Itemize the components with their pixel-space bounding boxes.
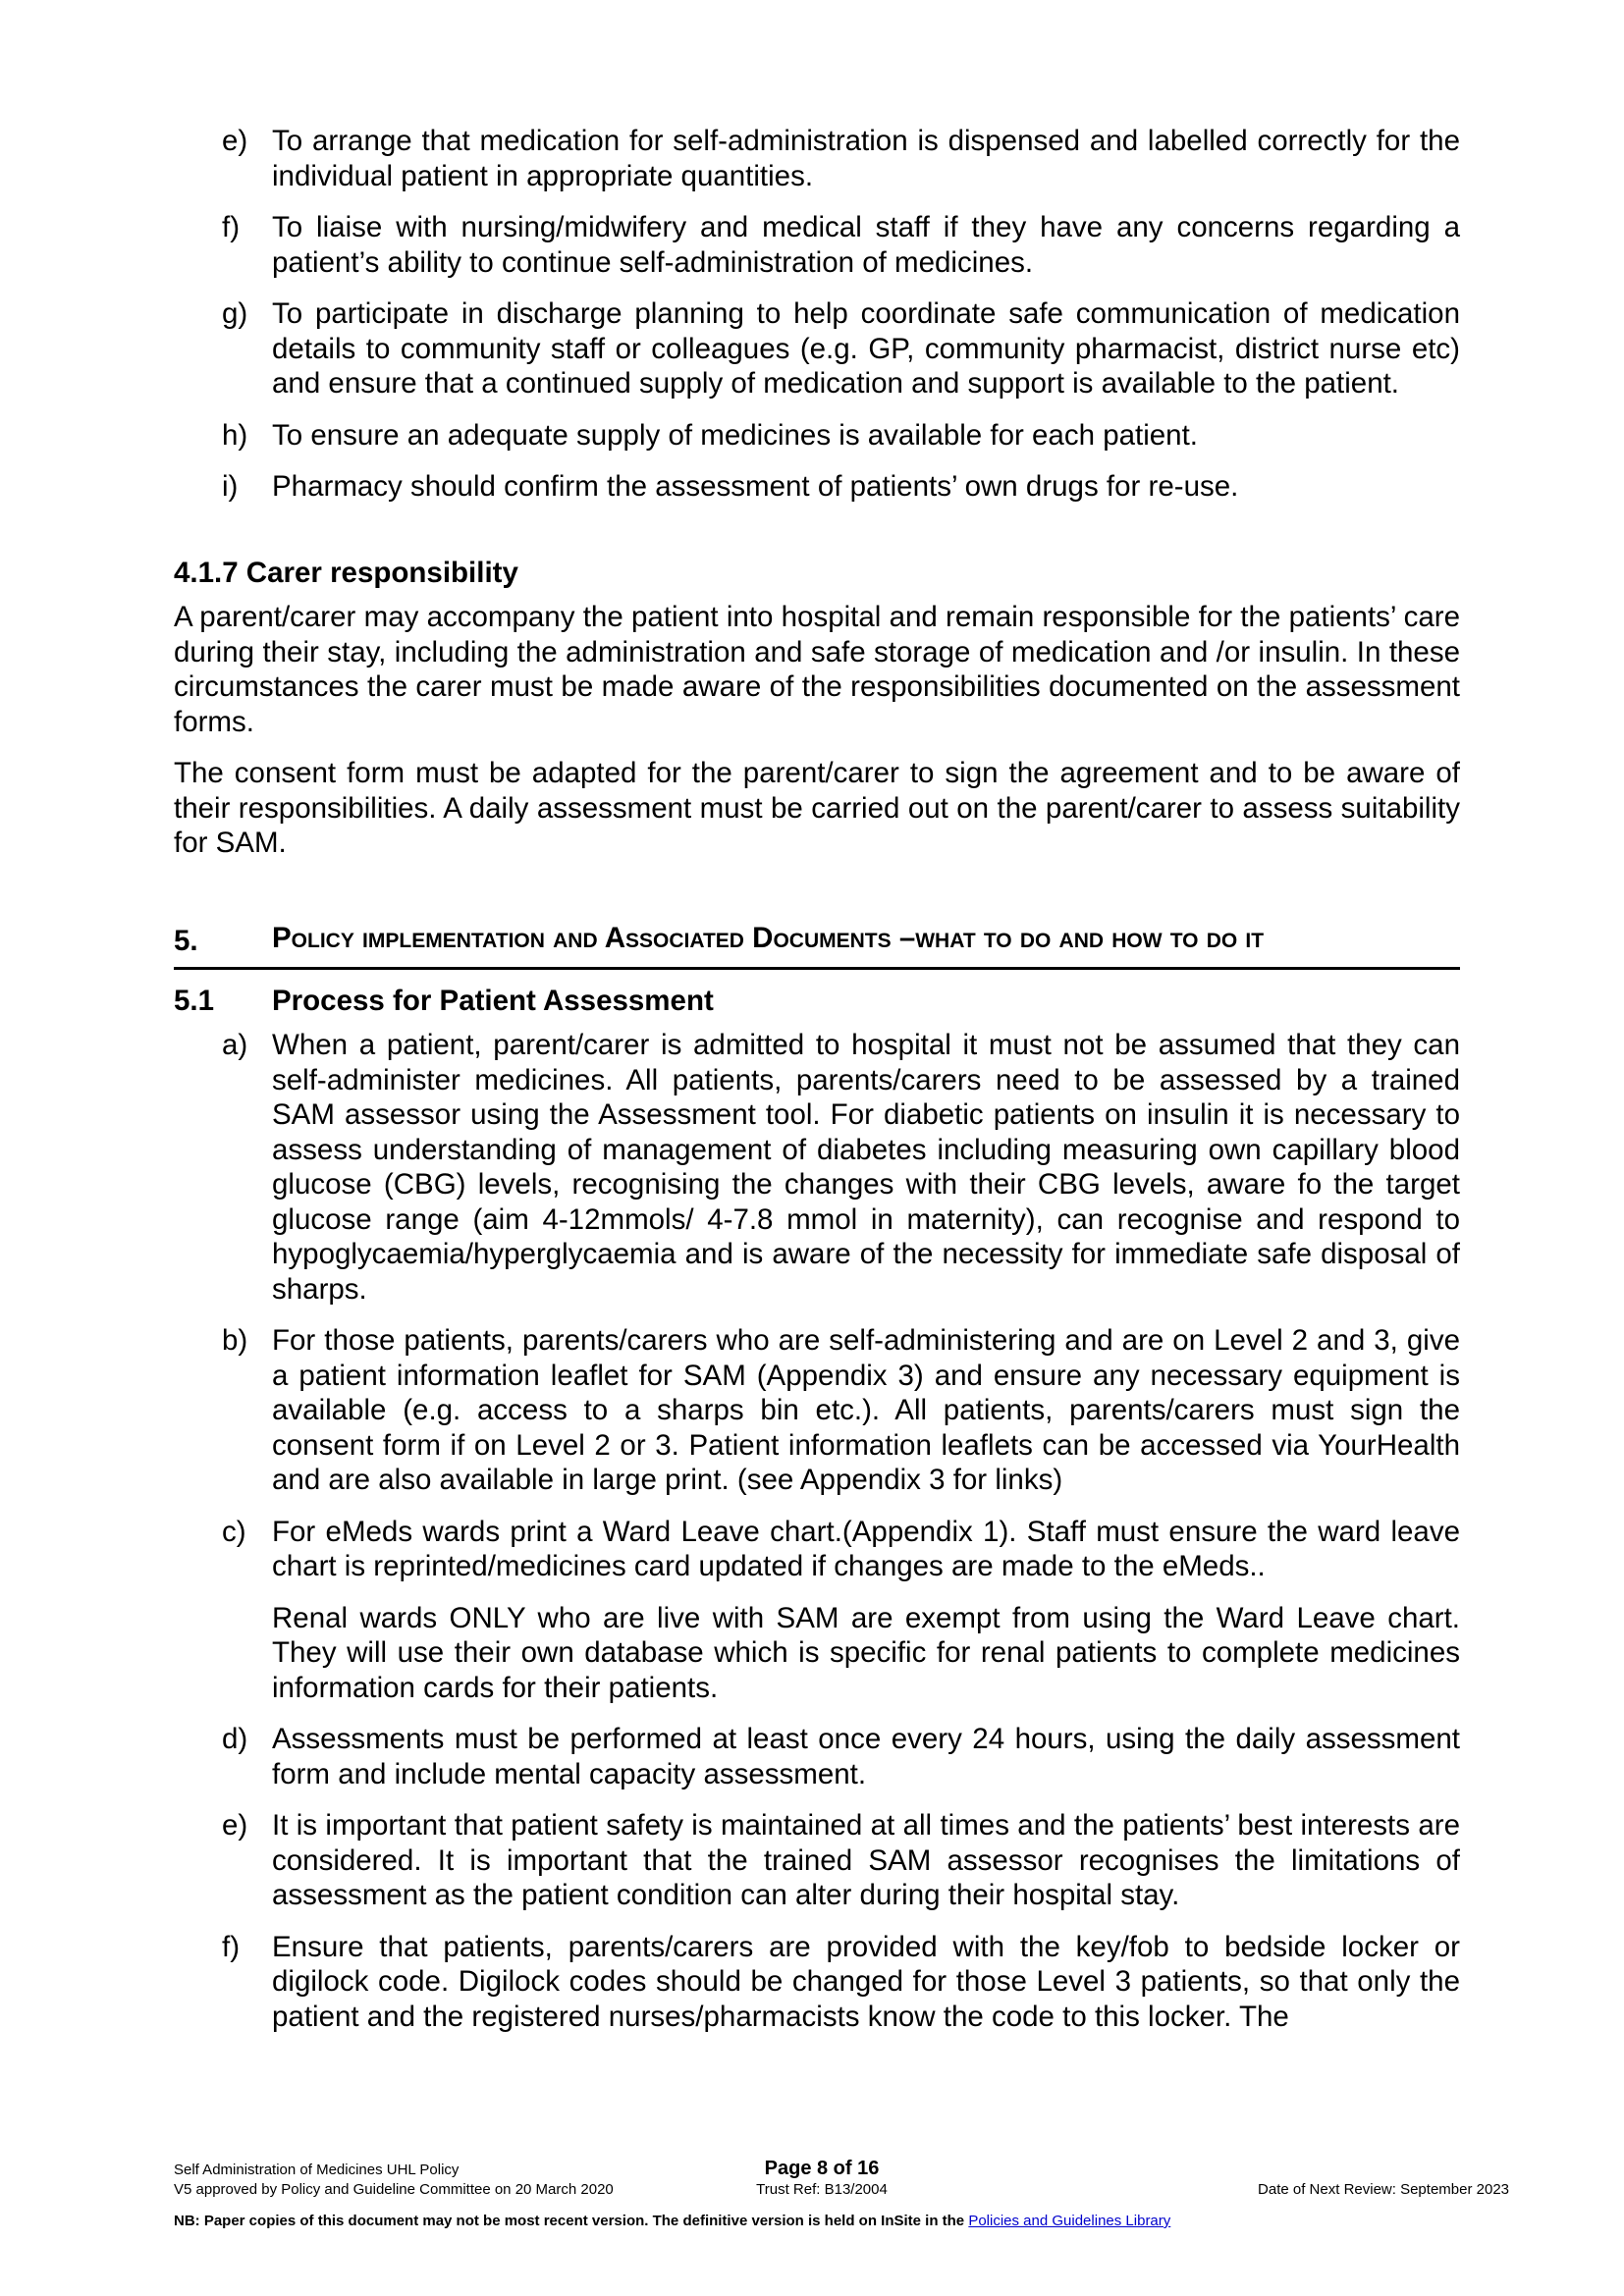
section-number: 5. xyxy=(174,924,198,957)
list-item-label: e) xyxy=(222,1809,248,1842)
list-item-text-block xyxy=(272,1515,1460,1706)
list-item-label: h) xyxy=(222,418,248,452)
footer-row-1 xyxy=(174,2159,1509,2180)
pharmacy-responsibilities-list xyxy=(174,124,1460,505)
page-content xyxy=(174,124,1460,2051)
list-item xyxy=(174,1722,1460,1791)
list-item xyxy=(174,418,1460,454)
list-item-label: g) xyxy=(222,297,248,330)
list-item-text: Pharmacy should confirm the assessment of patients’ own drugs for re-use. xyxy=(272,470,1239,503)
list-item xyxy=(174,210,1460,280)
list-item xyxy=(174,1028,1460,1307)
list-item-label: f) xyxy=(222,1930,241,1963)
footer-trust-ref: Trust Ref: B13/2004 xyxy=(756,2181,888,2198)
policies-library-link[interactable]: Policies and Guidelines Library xyxy=(968,2213,1171,2229)
section-5-heading xyxy=(174,920,1460,970)
disclaimer-text: NB: Paper copies of this document may not be most recent version. The definitive version is held on InSite in the xyxy=(174,2213,969,2229)
footer-doc-title: Self Administration of Medicines UHL Policy xyxy=(174,2162,460,2178)
section-title: Policy implementation and Associated Documents –what to do and how to do it xyxy=(272,921,1265,954)
list-item-text: To participate in discharge planning to help coordinate safe communication of medication details to community staff or colleagues (e.g. GP, community pharmacist, district nurse etc) and ensure that a continued supply of medication and support is available to the patient. xyxy=(272,297,1460,400)
list-item xyxy=(174,1323,1460,1498)
list-item-label: b) xyxy=(222,1324,248,1357)
list-item-text: To liaise with nursing/midwifery and medical staff if they have any concerns regarding a patient’s ability to continue self-administration of medicines. xyxy=(272,211,1460,279)
list-item xyxy=(174,124,1460,193)
list-item-label: d) xyxy=(222,1723,248,1755)
subsection-number: 5.1 xyxy=(174,984,215,1017)
list-item xyxy=(174,1515,1460,1706)
list-item-label: f) xyxy=(222,211,241,243)
list-item-text: To arrange that medication for self-administration is dispensed and labelled correctly for the individual patient in appropriate quantities. xyxy=(272,125,1460,192)
footer-row-2 xyxy=(174,2180,1509,2200)
list-item-text-continued: Renal wards ONLY who are live with SAM are exempt from using the Ward Leave chart. They will use their own database which is specific for renal patients to complete medicines information cards for their patients. xyxy=(272,1601,1460,1704)
carer-paragraph-1: A parent/carer may accompany the patient into hospital and remain responsible for the patients’ care during their stay, including the administration and safe storage of medication and /or insulin. In these circumstances the carer must be made aware of the responsibilities documented on the assessment forms. xyxy=(174,601,1460,738)
list-item-label: c) xyxy=(222,1515,246,1548)
list-item xyxy=(174,469,1460,505)
list-item-label: i) xyxy=(222,470,239,503)
assessment-process-list xyxy=(174,1028,1460,2034)
footer-disclaimer xyxy=(174,2212,1509,2231)
list-item xyxy=(174,1808,1460,1913)
list-item xyxy=(174,296,1460,401)
section-5-1-heading xyxy=(174,984,1460,1019)
list-item-label: e) xyxy=(222,125,248,157)
list-item-text: When a patient, parent/carer is admitted to hospital it must not be assumed that they can self-administer medicines. All patients, parents/carers need to be assessed by a trained SAM assessor using the Assessment tool. For diabetic patients on insulin it is necessary to assess understanding of management of diabetes including measuring own capillary blood glucose (CBG) levels, recognising the changes with their CBG levels, aware fo the target glucose range (aim 4-12mmols/ 4-7.8 mmol in maternity), can recognise and respond to hypoglycaemia/hyperglycaemia and is aware of the necessity for immediate safe disposal of sharps. xyxy=(272,1029,1460,1306)
list-item-text: For eMeds wards print a Ward Leave chart.(Appendix 1). Staff must ensure the ward leave chart is reprinted/medicines card updated if changes are made to the eMeds.. xyxy=(272,1515,1460,1582)
page-number: Page 8 of 16 xyxy=(764,2158,880,2179)
list-item xyxy=(174,1930,1460,2035)
carer-paragraph-2: The consent form must be adapted for the parent/carer to sign the agreement and to be aware of their responsibilities. A daily assessment must be carried out on the parent/carer to assess suitability for SAM. xyxy=(174,757,1460,859)
list-item-label: a) xyxy=(222,1029,248,1061)
list-item-text: Ensure that patients, parents/carers are provided with the key/fob to bedside locker or digilock code. Digilock codes should be changed for those Level 3 patients, so that only the patient and the registered nurses/pharmacists know the code to this locker. The xyxy=(272,1930,1460,2033)
carer-responsibility-heading: 4.1.7 Carer responsibility xyxy=(174,556,518,589)
list-item-text: Assessments must be performed at least once every 24 hours, using the daily assessment form and include mental capacity assessment. xyxy=(272,1723,1460,1790)
list-item-text: To ensure an adequate supply of medicines is available for each patient. xyxy=(272,418,1198,452)
subsection-title: Process for Patient Assessment xyxy=(272,984,714,1017)
list-item-text: For those patients, parents/carers who are self-administering and are on Level 2 and 3, give a patient information leaflet for SAM (Appendix 3) and ensure any necessary equipment is available (e.g. access to a sharps bin etc.). All patients, parents/carers must sign the consent form if on Level 2 or 3. Patient information leaflets can be accessed via YourHealth and are also available in large print. (see Appendix 3 for links) xyxy=(272,1324,1460,1496)
footer-next-review: Date of Next Review: September 2023 xyxy=(1258,2181,1509,2198)
page-footer xyxy=(174,2159,1509,2231)
footer-approval: V5 approved by Policy and Guideline Committee on 20 March 2020 xyxy=(174,2181,614,2198)
list-item-text: It is important that patient safety is maintained at all times and the patients’ best interests are considered. It is important that the trained SAM assessor recognises the limitations of assessment as the patient condition can alter during their hospital stay. xyxy=(272,1809,1460,1911)
